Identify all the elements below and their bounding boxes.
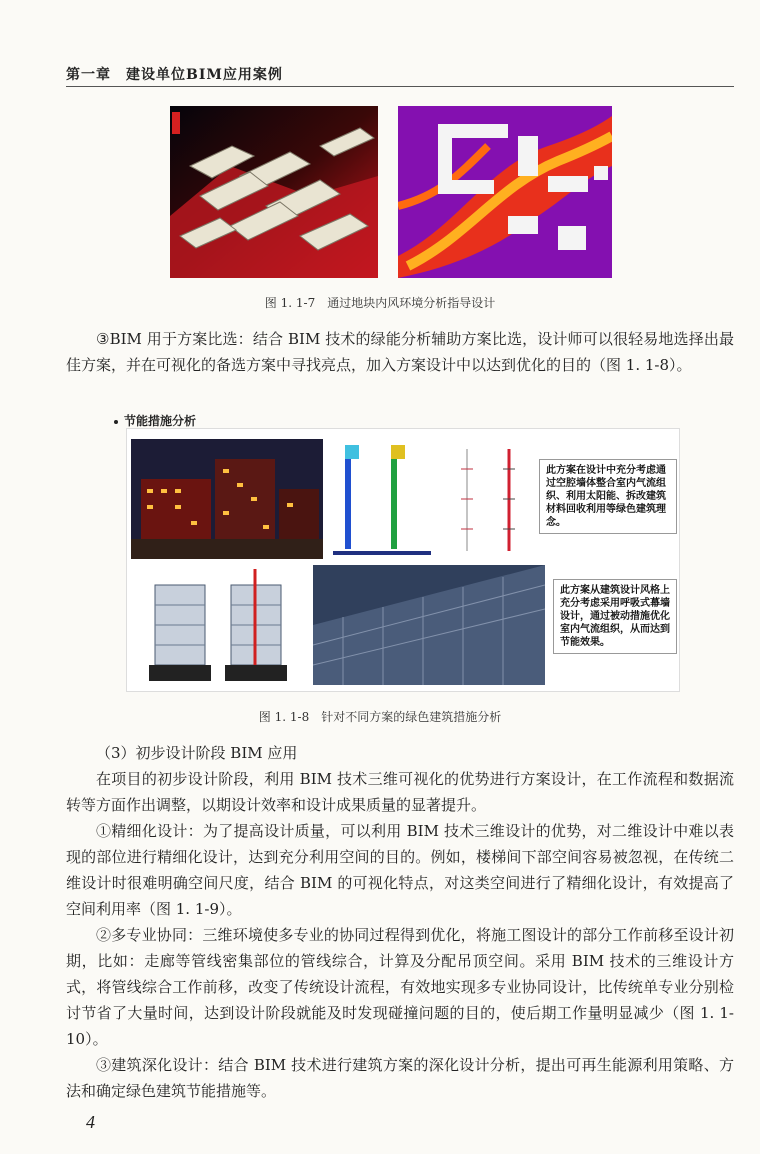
- figure-1-1-8-subhead: [114, 412, 196, 429]
- paragraph-refined-design: ①精细化设计：为了提高设计质量，可以利用 BIM 技术三维设计的优势，对二维设计中难以表现的部位进行精细化设计，达到充分利用空间的目的。例如，楼梯间下部空间容易被忽视，在传统二维设计时很难明确空间尺度，结合 BIM 的可视化特点，对这类空间进行了精细化设计，有效提高了空间利用率（图 1. 1-9）。: [66, 822, 734, 918]
- paragraph-multidiscipline: ②多专业协同：三维环境使多专业的协同过程得到优化，将施工图设计的部分工作前移至设计初期，比如：走廊等管线密集部位的管线综合，计算及分配吊顶空间。采用 BIM 技术的三维设计方式，将管线综合工作前移，改变了传统设计流程，有效地实现多专业协同设计，比传统单专业分别检讨节省了大量时间，达到设计阶段就能及时发现碰撞问题的目的，使后期工作量明显减少（图 1. 1-10）。: [66, 926, 734, 1048]
- wind-analysis-3d-render: [170, 106, 378, 278]
- paragraph-scheme-comparison: ③BIM 用于方案比选：结合 BIM 技术的绿能分析辅助方案比选，设计师可以很轻易地选择出最佳方案，并在可视化的备选方案中寻找亮点，加入方案设计中以达到优化的目的（图 1. 1-8）。: [66, 330, 734, 374]
- ventilation-line-diagram: [443, 439, 535, 559]
- airflow-section-diagram: [327, 439, 437, 559]
- bullet-icon: [114, 420, 118, 424]
- subhead-label: 节能措施分析: [124, 414, 197, 428]
- night-building-photo: [131, 439, 323, 559]
- wind-analysis-plan-map: [398, 106, 612, 278]
- figure-1-1-7-caption: 图 1. 1-7 通过地块内风环境分析指导设计: [264, 296, 496, 310]
- running-header: 第一章 建设单位BIM应用案例: [66, 67, 283, 83]
- section-heading-preliminary-design: （3）初步设计阶段 BIM 应用: [96, 744, 298, 762]
- header-rule: [66, 86, 734, 87]
- callout-scheme-a: 此方案在设计中充分考虑通过空腔墙体整合室内气流组织、利用太阳能、拆改建筑材料回收利用等绿色建筑理念。: [539, 459, 677, 534]
- paragraph-preliminary-design: 在项目的初步设计阶段，利用 BIM 技术三维可视化的优势进行方案设计，在工作流程和数据流转等方面作出调整，以期设计效率和设计成果质量的显著提升。: [66, 770, 734, 814]
- page-number: 4: [86, 1112, 95, 1132]
- paragraph-deepening-design: ③建筑深化设计：结合 BIM 技术进行建筑方案的深化设计分析，提出可再生能源利用策略、方法和确定绿色建筑节能措施等。: [66, 1056, 734, 1100]
- figure-1-1-8-caption: 图 1. 1-8 针对不同方案的绿色建筑措施分析: [258, 710, 502, 724]
- callout-scheme-b: 此方案从建筑设计风格上充分考虑采用呼吸式幕墙设计，通过被动措施优化室内气流组织，从而达到节能效果。: [553, 579, 677, 654]
- energy-measures-figure: [126, 428, 680, 692]
- glass-facade-photo: [313, 565, 545, 685]
- curtain-wall-section-diagram: [131, 565, 309, 685]
